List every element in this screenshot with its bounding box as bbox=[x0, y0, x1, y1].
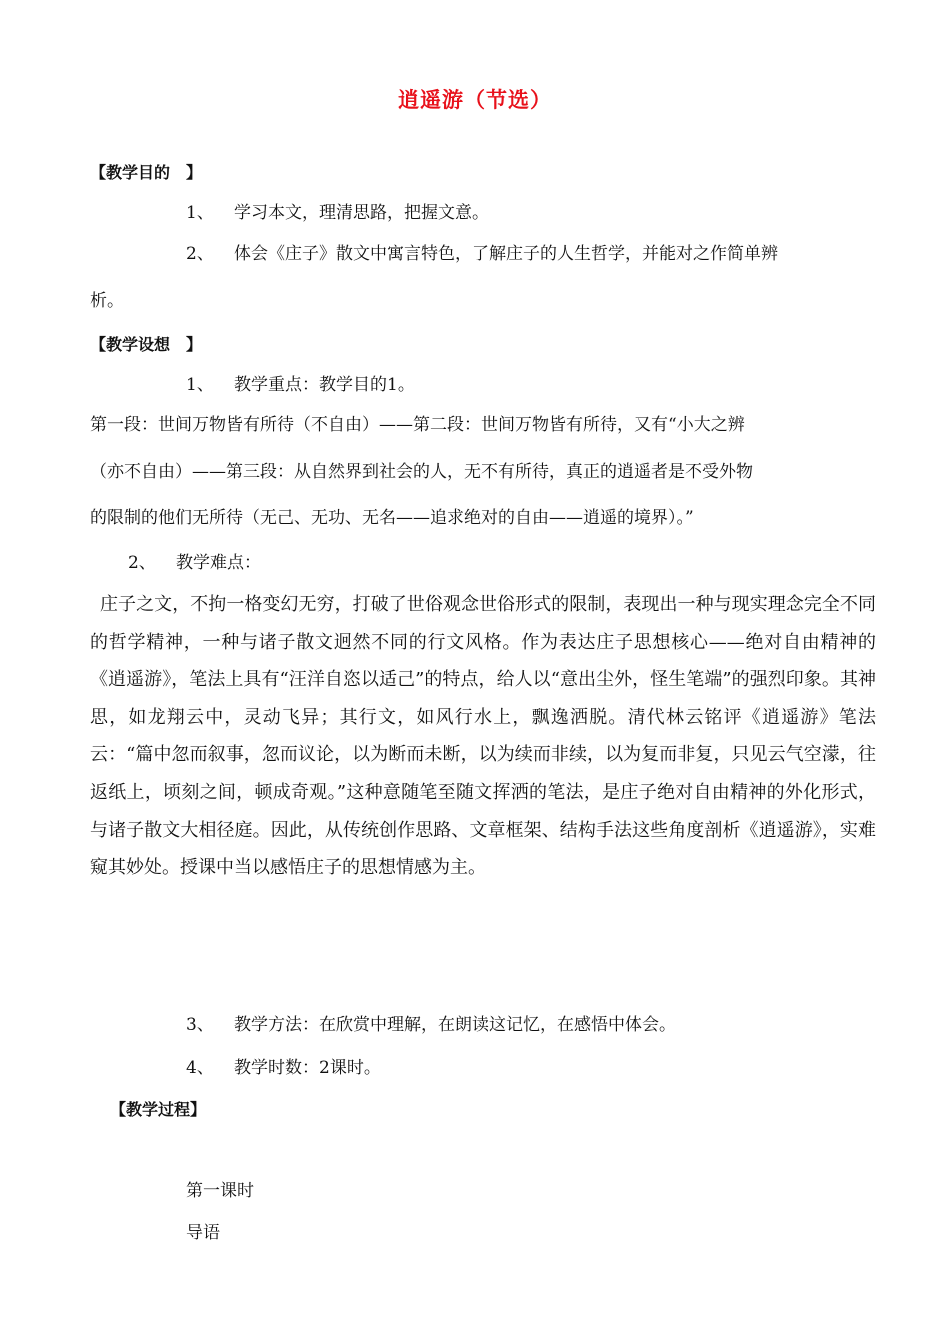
goal-item-2-continuation: 析。 bbox=[90, 291, 124, 311]
structure-line-2: （亦不自由）——第三段：从自然界到社会的人，无不有所待，真正的逍遥者是不受外物 bbox=[90, 462, 753, 482]
goal-item-2 bbox=[186, 242, 778, 266]
design-point-3-text: 教学方法：在欣赏中理解，在朗读这记忆，在感悟中体会。 bbox=[234, 1015, 676, 1035]
design-point-4-text: 教学时数：2课时。 bbox=[234, 1058, 381, 1078]
difficulty-paragraph: 庄子之文，不拘一格变幻无穷，打破了世俗观念世俗形式的限制，表现出一种与现实理念完全不同的哲学精神，一种与诸子散文迥然不同的行文风格。作为表达庄子思想核心——绝对自由精神的《逍遥游》，笔法上具有“汪洋自恣以适己”的特点，给人以“意出尘外，怪生笔端”的强烈印象。其神思，如龙翔云中，灵动飞异；其行文，如风行水上，飘逸洒脱。清代林云铭评《逍遥游》笔法云：“篇中忽而叙事，忽而议论，以为断而未断，以为续而非续，以为复而非复，只见云气空濛，往返纸上，顷刻之间，顿成奇观。”这种意随笔至随文挥洒的笔法，是庄子绝对自由精神的外化形式，与诸子散文大相径庭。因此，从传统创作思路、文章框架、结构手法这些角度剖析《逍遥游》，实难窥其妙处。授课中当以感悟庄子的思想情感为主。 bbox=[90, 594, 876, 879]
structure-line-3: 的限制的他们无所待（无己、无功、无名——追求绝对的自由——逍遥的境界）。” bbox=[90, 508, 694, 528]
design-point-4 bbox=[186, 1056, 381, 1080]
goal-item-1-text: 学习本文，理清思路，把握文意。 bbox=[234, 203, 489, 223]
design-point-2-text: 教学难点： bbox=[176, 553, 261, 573]
design-point-1 bbox=[186, 373, 415, 397]
design-point-1-number: 1、 bbox=[186, 375, 214, 395]
heading-teaching-process: 【教学过程】 bbox=[110, 1100, 207, 1119]
heading-teaching-goals: 【教学目的 】 bbox=[90, 163, 203, 182]
design-point-4-number: 4、 bbox=[186, 1058, 214, 1078]
document-title: 逍遥游（节选） bbox=[398, 88, 552, 112]
intro-label: 导语 bbox=[186, 1223, 220, 1243]
lesson-label: 第一课时 bbox=[186, 1181, 254, 1201]
goal-item-1 bbox=[186, 201, 489, 225]
design-point-1-text: 教学重点：教学目的1。 bbox=[234, 375, 415, 395]
design-point-3 bbox=[186, 1013, 676, 1037]
goal-item-2-number: 2、 bbox=[186, 244, 214, 264]
design-point-2 bbox=[128, 551, 261, 575]
structure-line-1: 第一段：世间万物皆有所待（不自由）——第二段：世间万物皆有所待，又有“小大之辨 bbox=[90, 415, 745, 435]
design-point-3-number: 3、 bbox=[186, 1015, 214, 1035]
design-point-2-number: 2、 bbox=[128, 553, 156, 573]
goal-item-1-number: 1、 bbox=[186, 203, 214, 223]
heading-teaching-design: 【教学设想 】 bbox=[90, 335, 203, 354]
goal-item-2-text: 体会《庄子》散文中寓言特色，了解庄子的人生哲学，并能对之作简单辨 bbox=[234, 244, 778, 264]
